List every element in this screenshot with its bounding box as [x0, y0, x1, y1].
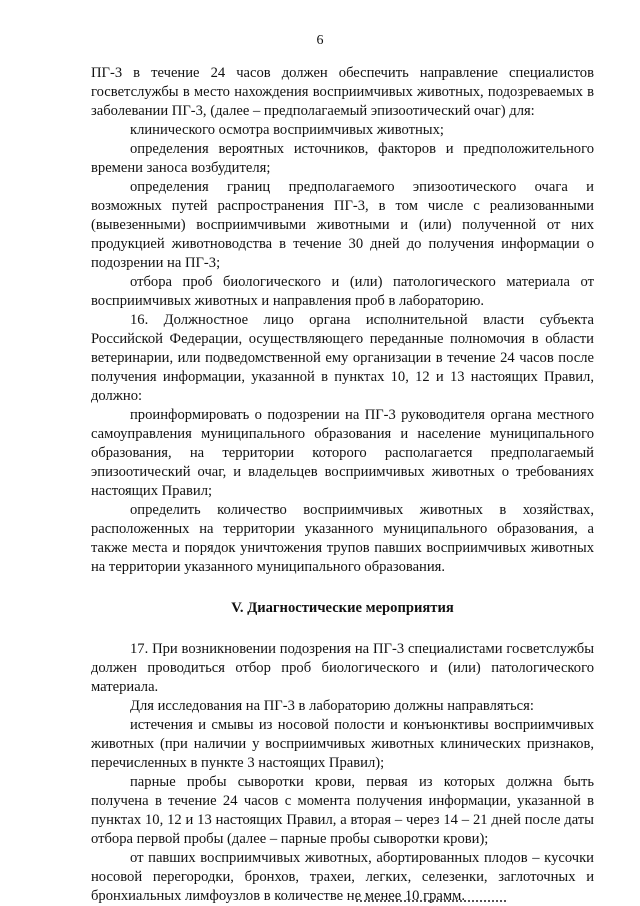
list-item-determine: определить количество восприимчивых животных в хозяйствах, расположенных на территории указанного муниципального образования, а также места и порядок уничтожения трупов павших восприимчивых животных на территории указанного муниципального образования. [91, 502, 594, 575]
document-body [91, 64, 594, 906]
page-number: 6 [316, 33, 324, 48]
list-item-sampling: отбора проб биологического и (или) патологического материала от восприимчивых животных и направления проб в лабораторию. [91, 274, 594, 309]
list-item-swabs: истечения и смывы из носовой полости и конъюнктивы восприимчивых животных (при наличии у восприимчивых животных клинических признаков, перечисленных в пункте 3 настоящих Правил); [91, 717, 594, 771]
section-heading: V. Диагностические мероприятия [231, 600, 454, 616]
list-intro: Для исследования на ПГ-3 в лабораторию должны направляться: [130, 698, 534, 714]
list-item-tissues: от павших восприимчивых животных, абортированных плодов – кусочки носовой перегородки, бронхов, трахеи, легких, селезенки, заглоточных и бронхиальных лимфоузлов в количестве не менее 10 грамм. [91, 850, 594, 904]
list-item-boundaries: определения границ предполагаемого эпизоотического очага и возможных путей распространения ПГ-3, в том числе с реализованными (вывезенными) восприимчивыми животными и (или) полученной от них продукцией животноводства в течение 30 дней до получения информации о подозрении на ПГ-3; [91, 179, 594, 271]
list-item-sources: определения вероятных источников, факторов и предположительного времени заноса возбудителя; [91, 141, 594, 176]
clause-17: 17. При возникновении подозрения на ПГ-3 специалистами госветслужбы должен проводиться отбор проб биологического и (или) патологического материала. [91, 641, 594, 695]
scan-artifact [356, 896, 506, 902]
list-item-serum: парные пробы сыворотки крови, первая из которых должна быть получена в течение 24 часов с момента получения информации, указанной в пунктах 10, 12 и 13 настоящих Правил, а вторая – через 14 – 21 дней после даты отбора первой пробы (далее – парные пробы сыворотки крови); [91, 774, 594, 847]
clause-16: 16. Должностное лицо органа исполнительной власти субъекта Российской Федерации, осуществляющего переданные полномочия в области ветеринарии, или подведомственной ему организации в течение 24 часов после получения информации, указанной в пунктах 10, 12 и 13 настоящих Правил, должно: [91, 312, 594, 404]
paragraph-continuation: ПГ-3 в течение 24 часов должен обеспечить направление специалистов госветслужбы в место нахождения восприимчивых животных, подозреваемых в заболевании ПГ-3, (далее – предполагаемый эпизоотический очаг) для: [91, 65, 594, 119]
list-item-clinical-inspection: клинического осмотра восприимчивых животных; [130, 122, 444, 138]
list-item-inform: проинформировать о подозрении на ПГ-3 руководителя органа местного самоуправления муниципального образования и население муниципального образования, на территории которого располагается предполагаемый эпизоотический очаг, и владельцев восприимчивых животных о требованиях настоящих Правил; [91, 407, 594, 499]
